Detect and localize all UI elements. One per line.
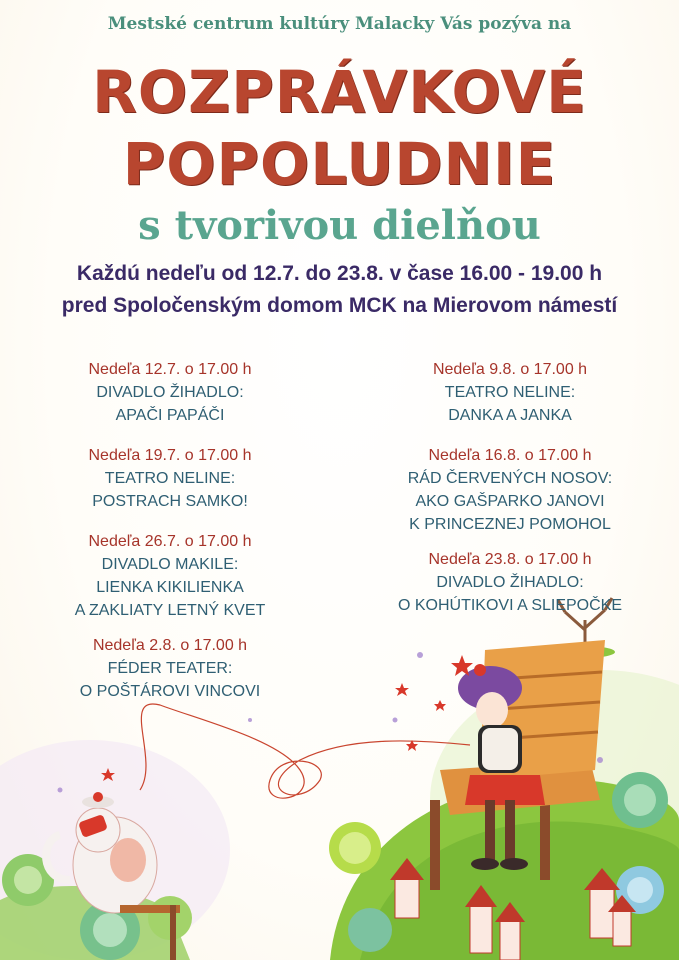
title-line-1: ROZPRÁVKOVÉ: [92, 58, 587, 126]
event-date: Nedeľa 9.8. o 17.00 h: [432, 361, 588, 378]
event-name: AKO GAŠPARKO JANOVI: [415, 493, 605, 510]
event-date: Nedeľa 12.7. o 17.00 h: [88, 361, 252, 378]
event-name: LIENKA KIKILIENKA: [96, 579, 244, 596]
event-name: TEATRO NELINE:: [444, 384, 576, 401]
schedule-info: Každú nedeľu od 12.7. do 23.8. v čase 16.00 - 19.00 h: [76, 262, 603, 285]
event-name: O POŠTÁROVI VINCOVI: [79, 683, 261, 700]
event-item: [360, 358, 660, 427]
event-item: [20, 530, 320, 622]
event-name: FÉDER TEATER:: [107, 660, 233, 677]
event-item: [20, 358, 320, 427]
event-name: DANKA A JANKA: [448, 407, 572, 424]
event-name: RÁD ČERVENÝCH NOSOV:: [407, 470, 613, 487]
event-date: Nedeľa 2.8. o 17.00 h: [92, 637, 248, 654]
event-name: A ZAKLIATY LETNÝ KVET: [74, 602, 266, 619]
event-item: [20, 634, 320, 703]
event-name: O KOHÚTIKOVI A SLIEPOČKE: [397, 597, 623, 614]
event-name: DIVADLO ŽIHADLO:: [436, 574, 584, 591]
event-date: Nedeľa 19.7. o 17.00 h: [88, 447, 252, 464]
event-item: [360, 444, 660, 536]
event-name: K PRINCEZNEJ POMOHOL: [409, 516, 611, 533]
intro-text: Mestské centrum kultúry Malacky Vás pozýva na: [107, 14, 572, 34]
subtitle: s tvorivou dielňou: [138, 202, 541, 249]
event-date: Nedeľa 16.8. o 17.00 h: [428, 447, 592, 464]
event-name: DIVADLO ŽIHADLO:: [96, 384, 244, 401]
event-date: Nedeľa 26.7. o 17.00 h: [88, 533, 252, 550]
event-name: POSTRACH SAMKO!: [92, 493, 248, 510]
event-item: [360, 548, 660, 617]
event-item: [20, 444, 320, 513]
event-date: Nedeľa 23.8. o 17.00 h: [428, 551, 592, 568]
title-line-2: POPOLUDNIE: [122, 130, 557, 198]
event-name: TEATRO NELINE:: [104, 470, 236, 487]
venue-info: pred Spoločenským domom MCK na Mierovom námestí: [61, 294, 618, 317]
event-name: DIVADLO MAKILE:: [101, 556, 239, 573]
event-name: APAČI PAPÁČI: [115, 407, 225, 424]
